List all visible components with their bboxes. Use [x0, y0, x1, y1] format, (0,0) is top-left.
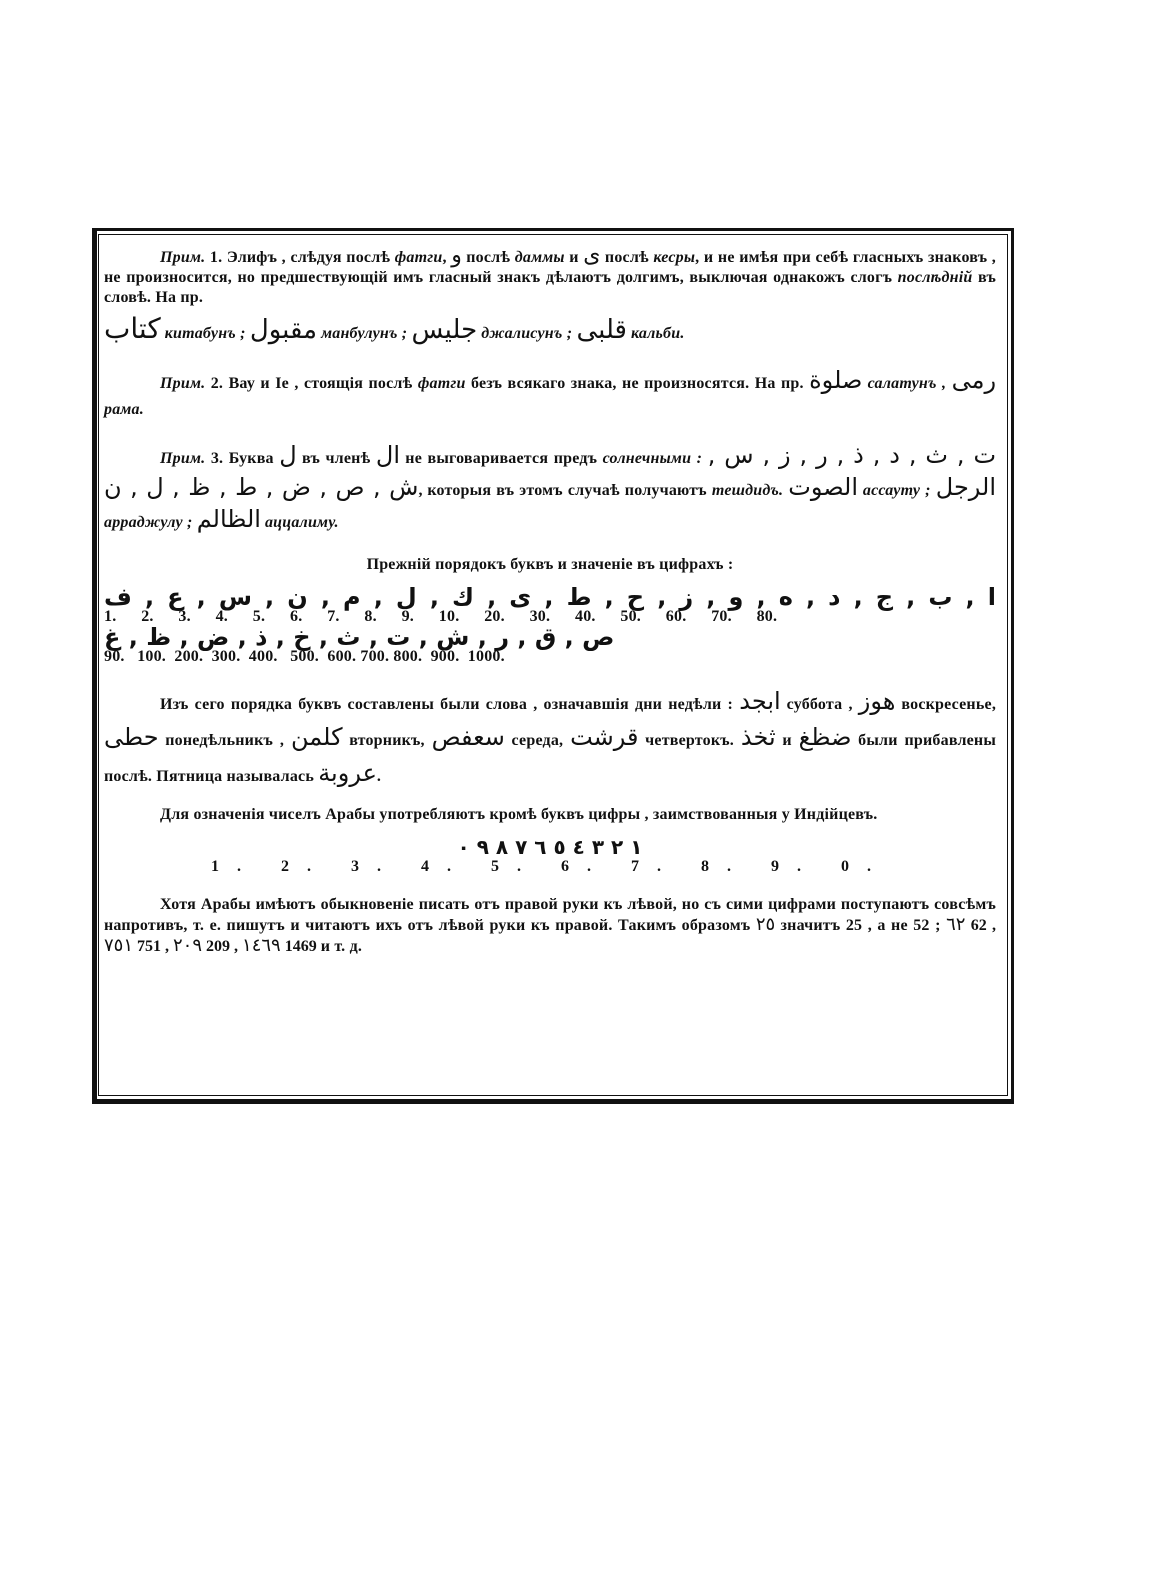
example-arabic: الظالم — [196, 505, 261, 533]
page-content — [104, 243, 997, 957]
note-3-text-4: , которыя въ этомъ случаѣ получаютъ — [418, 482, 707, 499]
arabic-digits: ١ ٢ ٣ ٤ ٥ ٦ ٧ ٨ ٩ ٠ — [457, 835, 643, 859]
days-text-4: понедѣльникъ , — [165, 732, 285, 749]
digits-paragraph: Для означенія чиселъ Арабы употребляютъ кромѣ буквъ цифры , заимствованныя у Индійцевъ. — [160, 806, 878, 823]
note-3 — [104, 441, 996, 537]
days-text-8: и — [782, 732, 792, 749]
note-2 — [104, 367, 996, 423]
final-paragraph — [104, 895, 996, 957]
note-2-text-1: Вау и Іе , стоящія послѣ — [228, 375, 413, 392]
note-3-text-3: не выговаривается предъ — [405, 450, 598, 467]
arabic-number: ٦٢ — [946, 914, 966, 935]
example-transliteration: аццалиму. — [264, 514, 339, 531]
note-1-italic-3: кесры — [653, 249, 696, 266]
note-1-examples — [104, 314, 996, 349]
letters-row-2: ص , ق , ر , ش , ت , ث , خ , ذ , ض , ظ , غ — [104, 623, 615, 651]
note-1-text-4: и — [569, 249, 579, 266]
note-1-italic-2: даммы — [514, 249, 565, 266]
example-transliteration: кальби. — [631, 325, 685, 342]
note-2-number: 2. — [210, 375, 224, 392]
note-1-arabic-1: و — [451, 243, 462, 268]
final-text-1: Хотя Арабы имѣютъ обыкновеніе писать отъ правой руки къ лѣвой, но съ сими цифрами поступаютъ совсѣмъ напротивъ, т. е. пишутъ и читаютъ ихъ отъ лѣвой руки къ правой. Такимъ образомъ — [104, 896, 996, 934]
values-row-2: 90. 100. 200. 300. 400. 500. 600. 700. 800. 900. 1000. — [104, 648, 505, 665]
note-1-italic-4: послѣдній — [897, 269, 973, 286]
note-1 — [104, 243, 997, 308]
days-text-9: были прибавлены послѣ. Пятница называлась — [104, 732, 997, 785]
day-word-arabic: ضظغ — [798, 723, 852, 751]
example-arabic: جليس — [411, 315, 478, 345]
note-3-lead: Прим. — [160, 450, 206, 467]
arabic-number: ٧٥١ — [104, 935, 134, 956]
days-paragraph — [104, 685, 996, 793]
days-text-2: суббота , — [786, 696, 853, 713]
final-text-6: 1469 и т. д. — [284, 938, 363, 955]
days-text-1: Изъ сего порядка буквъ составлены были слова , означавшія дни недѣли : — [160, 696, 734, 713]
order-heading: Прежній порядокъ буквъ и значеніе въ цифрахъ : — [366, 556, 734, 573]
days-text-7: четвертокъ. — [645, 732, 734, 749]
days-text-3: воскресенье, — [901, 696, 997, 713]
note-1-number: 1. — [209, 249, 223, 266]
note-3-text-1: Буква — [228, 450, 274, 467]
example-arabic: رمى — [951, 366, 997, 394]
final-text-2: значитъ 25 , а не 52 ; — [780, 917, 941, 934]
example-transliteration: джалисунъ ; — [481, 325, 573, 342]
note-1-text-1: Элифъ , слѣдуя послѣ — [226, 249, 391, 266]
note-1-text-3: послѣ — [466, 249, 511, 266]
note-1-text-5: послѣ — [604, 249, 649, 266]
values-row-1: 1. 2. 3. 4. 5. 6. 7. 8. 9. 10. 20. 30. 40. 50. 60. 70. 80. — [104, 608, 778, 625]
example-arabic: صلوة — [809, 366, 863, 394]
day-word-arabic: هوز — [858, 687, 896, 715]
note-3-italic-2: тешдидъ. — [711, 482, 784, 499]
note-3-arabic-1: ل — [279, 441, 297, 469]
day-word-arabic: قرشت — [570, 723, 639, 751]
example-transliteration: рама. — [104, 401, 144, 418]
day-word-arabic: ابجد — [739, 687, 781, 715]
note-3-italic-1: солнечными : — [602, 450, 703, 467]
example-arabic: الرجل — [935, 473, 997, 501]
western-digits: 1. 2. 3. 4. 5. 6. 7. 8. 9. 0. — [211, 858, 889, 875]
example-transliteration: салатунъ , — [867, 375, 947, 392]
note-2-lead: Прим. — [160, 375, 206, 392]
note-3-arabic-2: ال — [375, 441, 400, 469]
note-1-arabic-2: ى — [583, 243, 601, 268]
arabic-number: ٢٥ — [755, 914, 776, 935]
example-arabic: قلبى — [576, 315, 627, 345]
final-text-3: 62 , — [970, 917, 997, 934]
final-text-4: 751 , — [137, 938, 170, 955]
note-1-text-7: въ словѣ. На пр. — [104, 269, 997, 306]
note-3-text-2: въ членѣ — [302, 450, 371, 467]
day-word-arabic: ثخذ — [740, 723, 776, 751]
days-text-6: середа, — [511, 732, 564, 749]
example-transliteration: китабунъ ; — [164, 325, 246, 342]
note-3-number: 3. — [210, 450, 224, 467]
example-transliteration: ассауту ; — [862, 482, 931, 499]
letters-row-1: ا , ب , ج , د , ه , و , ز , ح , ط , ى , ك , ل , م , ن , س , ع , ف — [104, 583, 996, 611]
arabic-number: ١٤٦٩ — [242, 935, 281, 956]
example-arabic: مقبول — [249, 315, 318, 345]
note-1-text-2: , — [442, 249, 447, 266]
note-1-italic-1: фатги — [394, 249, 443, 266]
days-text-5: вторникъ, — [349, 732, 425, 749]
note-1-lead: Прим. — [160, 249, 206, 266]
days-text-10: . — [376, 768, 381, 785]
day-word-arabic: عروبة — [318, 759, 377, 787]
example-arabic: الصوت — [788, 473, 859, 501]
example-transliteration: арраджулу ; — [104, 514, 193, 531]
final-text-5: 209 , — [206, 938, 239, 955]
example-arabic: كتاب — [104, 312, 161, 345]
note-2-text-2: безъ всякаго знака, не произносятся. На пр. — [470, 375, 804, 392]
sun-letters: ت , ث , د , ذ , ر , ز , س , ش , ص , ض , ط , ظ , ل , ن — [104, 441, 997, 501]
arabic-number: ٢٠٩ — [173, 935, 203, 956]
note-1-text-6: , и не имѣя при себѣ гласныхъ знаковъ , не произносится, но предшествующій имъ гласный знакъ дѣлаютъ долгимъ, выключая однакожъ слогъ — [104, 249, 997, 286]
day-word-arabic: كلمن — [291, 723, 343, 751]
day-word-arabic: حطى — [104, 723, 159, 751]
example-transliteration: манбулунъ ; — [321, 325, 408, 342]
note-2-italic-1: фатги — [417, 375, 466, 392]
day-word-arabic: سعفص — [431, 723, 505, 751]
